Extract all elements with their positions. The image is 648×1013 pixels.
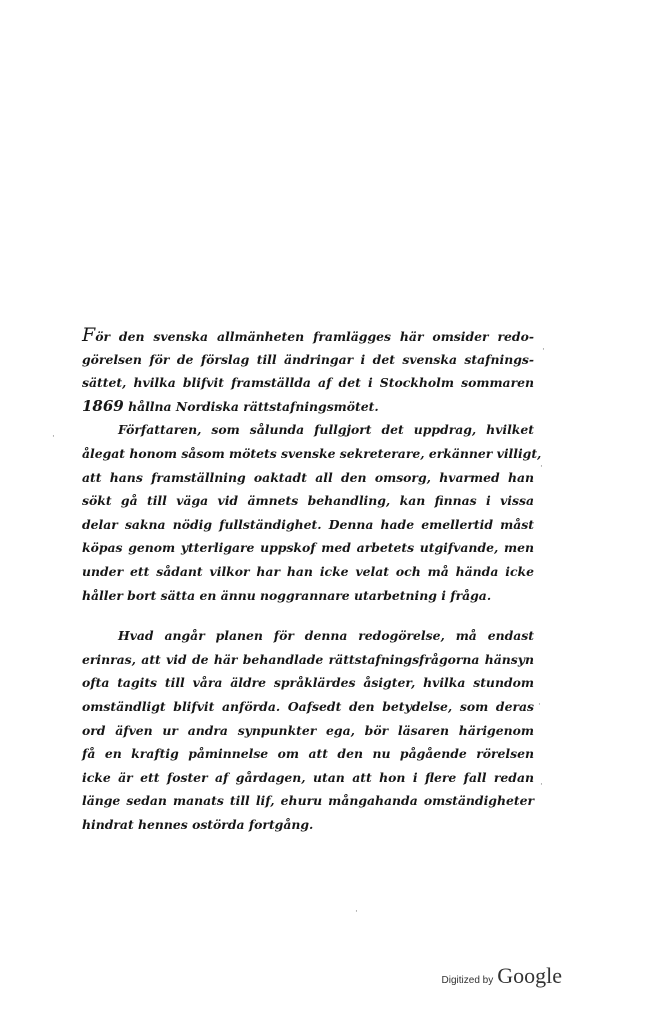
paragraph-3-line-9: hindrat hennes ostörda fortgång.: [82, 816, 314, 832]
scan-speck: ·: [355, 907, 358, 917]
paragraph-2-line-2: ålegat honom såsom mötets svenske sekreterare, erkänner villigt,: [82, 445, 542, 461]
digitized-label: Digitized by: [441, 975, 494, 986]
paragraph-3-line-2: erinras, att vid de här behandlade rättstafningsfrågorna hänsyn: [82, 651, 534, 667]
paragraph-3-line-7: icke är ett foster af gårdagen, utan att hon i flere fall redan: [82, 769, 534, 785]
paragraph-3-line-6: få en kraftig påminnelse om att den nu pågående rörelsen: [82, 746, 534, 762]
paragraph-3-line-8: länge sedan manats till lif, ehuru mångahanda omständigheter: [82, 793, 534, 809]
paragraph-1-line-3: sättet, hvilka blifvit framställda af det i Stockholm sommaren: [82, 375, 534, 391]
year: 1869: [82, 396, 124, 415]
scan-speck: ·: [540, 462, 543, 472]
paragraph-1-line-1-text: ör den svenska allmänheten framlägges här omsider redo-: [95, 329, 534, 344]
digitized-by-watermark: [442, 963, 562, 989]
paragraph-1-line-1: [82, 324, 534, 348]
paragraph-2-line-4: sökt gå till väga vid ämnets behandling, kan finnas i vissa: [82, 493, 534, 509]
paragraph-1-line-4: [82, 395, 534, 419]
paragraph-3-line-5: ord äfven ur andra synpunkter ega, bör läsaren härigenom: [82, 722, 534, 738]
scan-speck: ·: [542, 345, 545, 355]
drop-cap: F: [82, 324, 96, 346]
paragraph-1-line-4-text: hållna Nordiska rättstafningsmötet.: [123, 398, 379, 414]
paragraph-3-line-1: Hvad angår planen för denna redogörelse, må endast: [118, 628, 534, 644]
scan-speck: ·: [52, 432, 55, 442]
scan-speck: ·: [540, 780, 543, 790]
paragraph-1-line-2: görelsen för de förslag till ändringar i det svenska stafnings-: [82, 351, 534, 367]
paragraph-2-line-6: köpas genom ytterligare uppskof med arbetets utgifvande, men: [82, 540, 534, 556]
paragraph-2-line-7: under ett sådant vilkor har han icke velat och må hända icke: [82, 563, 534, 579]
paragraph-2-line-3: att hans framställning oaktadt all den omsorg, hvarmed han: [82, 469, 534, 485]
paragraph-3-line-4: omständligt blifvit anförda. Oafsedt den betydelse, som deras: [82, 698, 534, 714]
body-text: [82, 324, 542, 836]
paragraph-gap: [82, 607, 534, 624]
paragraph-2-line-1: Författaren, som sålunda fullgjort det uppdrag, hvilket: [118, 422, 534, 438]
google-logo: Google: [497, 963, 562, 988]
paragraph-3-line-3: ofta tagits till våra äldre språklärdes åsigter, hvilka stundom: [82, 675, 534, 691]
paragraph-2-line-5: delar sakna nödig fullständighet. Denna hade emellertid måst: [82, 516, 534, 532]
scan-speck: ·: [538, 700, 541, 710]
paragraph-2-line-8: håller bort sätta en ännu noggrannare utarbetning i fråga.: [82, 587, 492, 603]
